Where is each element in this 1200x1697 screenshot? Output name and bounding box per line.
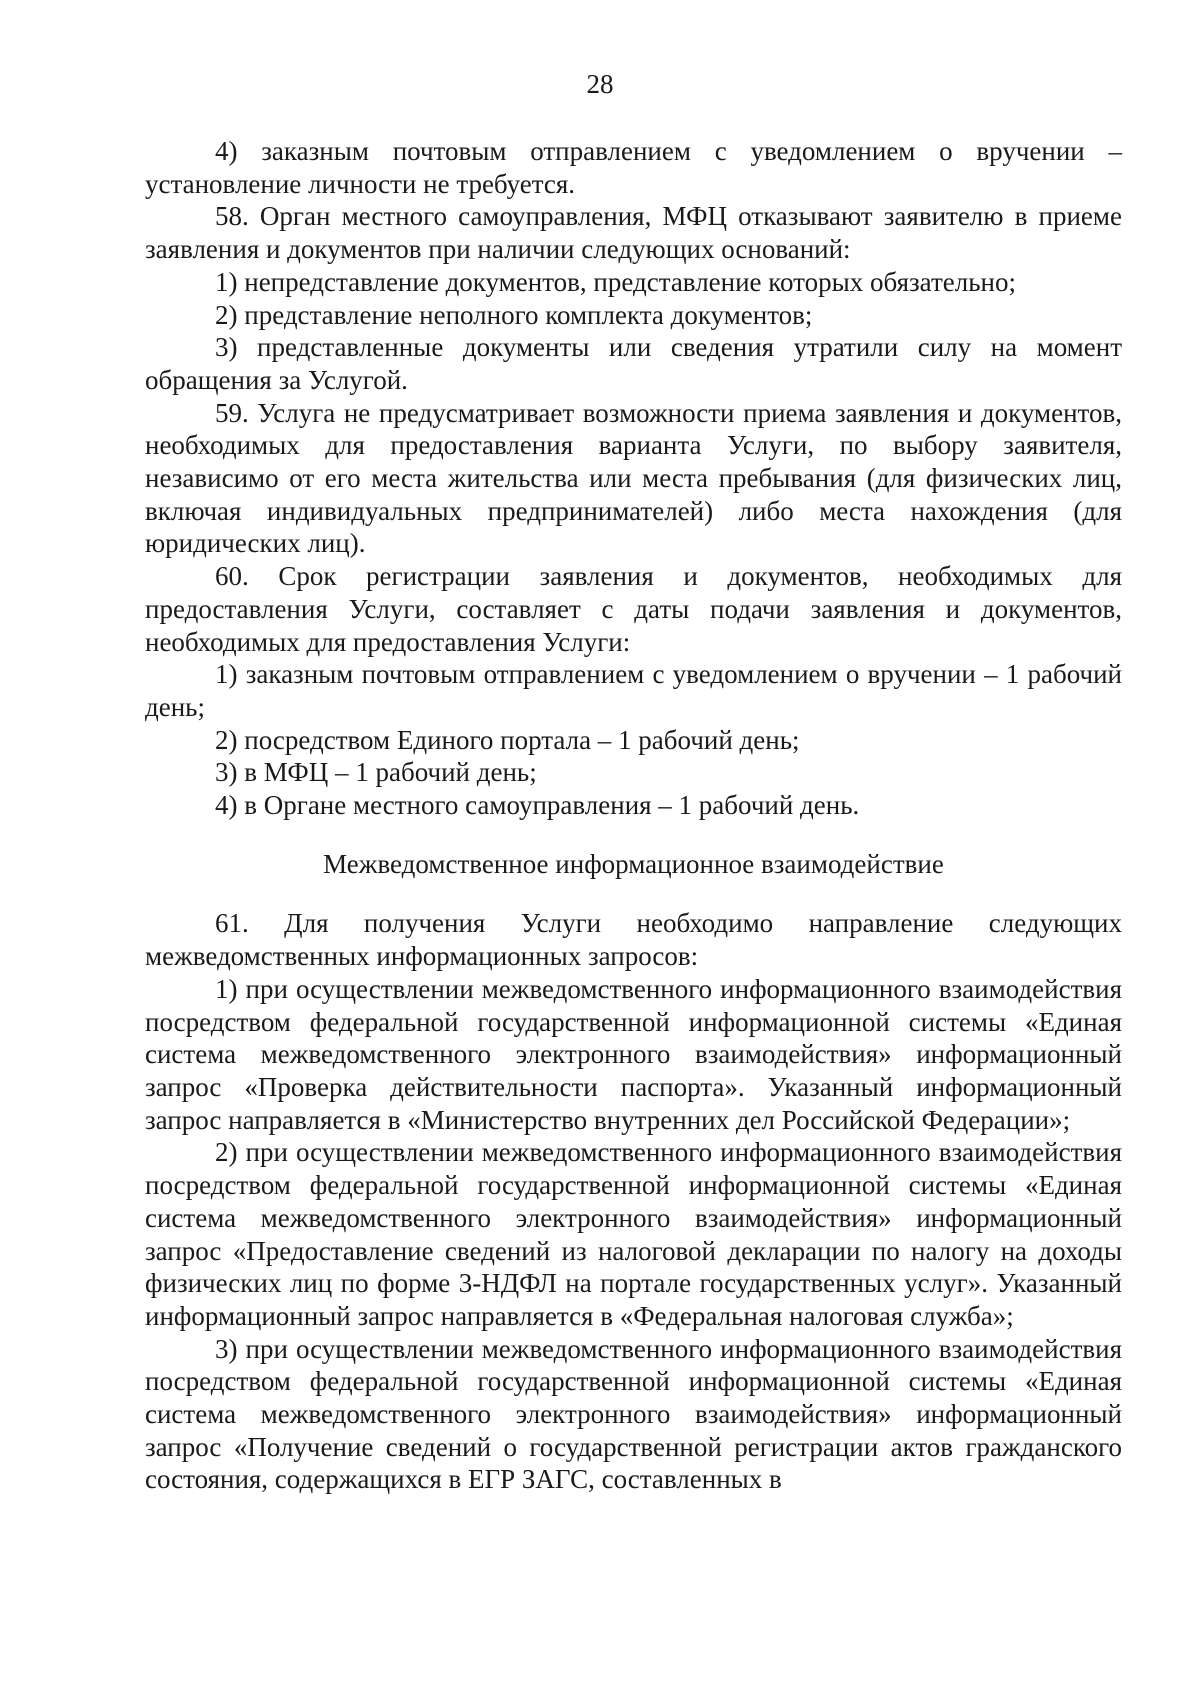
paragraph-58-item-2: 2) представление неполного комплекта документов; (215, 299, 813, 330)
paragraph-61: 61. Для получения Услуги необходимо направление следующих межведомственных информационных запросов: (145, 908, 1122, 972)
paragraph-61-item-3: 3) при осуществлении межведомственного информационного взаимодействия посредством федеральной государственной информационной системы «Единая система межведомственного электронного взаимодействия» информационный запрос «Получение сведений о государственной регистрации актов гражданского состояния, содержащихся в ЕГР ЗАГС, составленных в (145, 1333, 1122, 1495)
paragraph-60-item-2: 2) посредством Единого портала – 1 рабочий день; (215, 724, 800, 755)
paragraph-58-item-1: 1) непредставление документов, представление которых обязательно; (215, 266, 1016, 297)
paragraph-60-item-4: 4) в Органе местного самоуправления – 1 рабочий день. (215, 790, 860, 821)
paragraph-61-item-2: 2) при осуществлении межведомственного информационного взаимодействия посредством федеральной государственной информационной системы «Единая система межведомственного электронного взаимодействия» информационный запрос «Предоставление сведений из налоговой декларации по налогу на доходы физических лиц по форме 3-НДФЛ на портале государственных услуг». Указанный информационный запрос направляется в «Федеральная налоговая служба»; (145, 1137, 1122, 1331)
paragraph-58: 58. Орган местного самоуправления, МФЦ отказывают заявителю в приеме заявления и документов при наличии следующих оснований: (145, 201, 1122, 265)
paragraph-60: 60. Срок регистрации заявления и документов, необходимых для предоставления Услуги, составляет с даты подачи заявления и документов, необходимых для предоставления Услуги: (145, 561, 1122, 657)
paragraph-61-item-1: 1) при осуществлении межведомственного информационного взаимодействия посредством федеральной государственной информационной системы «Единая система межведомственного электронного взаимодействия» информационный запрос «Проверка действительности паспорта». Указанный информационный запрос направляется в «Министерство внутренних дел Российской Федерации»; (145, 973, 1122, 1135)
paragraph-59: 59. Услуга не предусматривает возможности приема заявления и документов, необходимых для предоставления варианта Услуги, по выбору заявителя, независимо от его места жительства или места пребывания (для физических лиц, включая индивидуальных предпринимателей) либо места нахождения (для юридических лиц). (145, 397, 1122, 559)
section-heading: Межведомственное информационное взаимодействие (323, 848, 944, 879)
paragraph-60-item-3: 3) в МФЦ – 1 рабочий день; (215, 757, 537, 788)
paragraph-60-item-1: 1) заказным почтовым отправлением с уведомлением о вручении – 1 рабочий день; (145, 659, 1122, 722)
paragraph-item-4-mail: 4) заказным почтовым отправлением с уведомлением о вручении – установление личности не требуется. (145, 136, 1122, 199)
page-number: 28 (586, 69, 614, 99)
paragraph-58-item-3: 3) представленные документы или сведения утратили силу на момент обращения за Услугой. (145, 332, 1122, 395)
document-body (145, 135, 1122, 1496)
